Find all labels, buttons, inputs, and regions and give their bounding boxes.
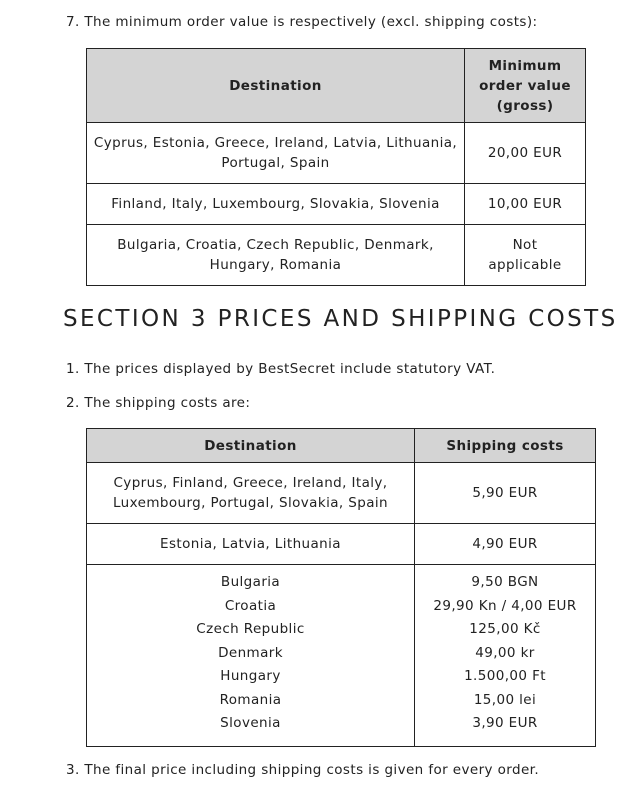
destination-cell — [87, 565, 415, 747]
header-minimum-order: Minimum order value (gross) — [465, 49, 586, 123]
country: Slovenia — [220, 715, 281, 731]
value-cell: Not applicable — [465, 225, 586, 286]
shipping-costs-table — [86, 428, 596, 747]
cost: 3,90 EUR — [472, 715, 538, 731]
table-row — [87, 463, 596, 524]
destination-cell: Finland, Italy, Luxembourg, Slovakia, Slovenia — [87, 184, 465, 225]
cost: 9,50 BGN — [471, 574, 539, 590]
destination-cell: Bulgaria, Croatia, Czech Republic, Denmark, Hungary, Romania — [87, 225, 465, 286]
country: Romania — [219, 691, 282, 708]
list-item-7: 7. The minimum order value is respectively (excl. shipping costs): — [66, 14, 538, 30]
table-row — [87, 565, 596, 747]
section-title: SECTION 3 PRICES AND SHIPPING COSTS — [63, 306, 618, 332]
table-row — [87, 524, 596, 565]
cost: 49,00 kr — [475, 644, 535, 661]
destination-cell: Cyprus, Finland, Greece, Ireland, Italy, Luxembourg, Portugal, Slovakia, Spain — [87, 463, 415, 524]
cost-cell: 4,90 EUR — [415, 524, 596, 565]
list-item-1: 1. The prices displayed by BestSecret include statutory VAT. — [66, 361, 496, 377]
destination-cell: Estonia, Latvia, Lithuania — [87, 524, 415, 565]
country: Hungary — [220, 668, 281, 684]
country: Denmark — [218, 644, 283, 661]
cost: 15,00 lei — [473, 691, 537, 708]
list-item-2: 2. The shipping costs are: — [66, 395, 251, 411]
header-destination: Destination — [87, 49, 465, 123]
cost: 125,00 Kč — [469, 621, 541, 637]
country: Bulgaria — [220, 574, 281, 590]
cost: 29,90 Kn / 4,00 EUR — [433, 597, 577, 614]
table-row — [87, 123, 586, 184]
header-destination: Destination — [87, 429, 415, 463]
value-cell: 20,00 EUR — [465, 123, 586, 184]
cost: 1.500,00 Ft — [464, 668, 546, 684]
country: Croatia — [224, 597, 277, 614]
value-cell: 10,00 EUR — [465, 184, 586, 225]
header-shipping-costs: Shipping costs — [415, 429, 596, 463]
table-row — [87, 225, 586, 286]
cost-cell: 5,90 EUR — [415, 463, 596, 524]
cost-cell — [415, 565, 596, 747]
minimum-order-table — [86, 48, 586, 286]
destination-cell: Cyprus, Estonia, Greece, Ireland, Latvia, Lithuania, Portugal, Spain — [87, 123, 465, 184]
list-item-3: 3. The final price including shipping costs is given for every order. — [66, 762, 540, 778]
country: Czech Republic — [196, 621, 305, 637]
table-row — [87, 184, 586, 225]
